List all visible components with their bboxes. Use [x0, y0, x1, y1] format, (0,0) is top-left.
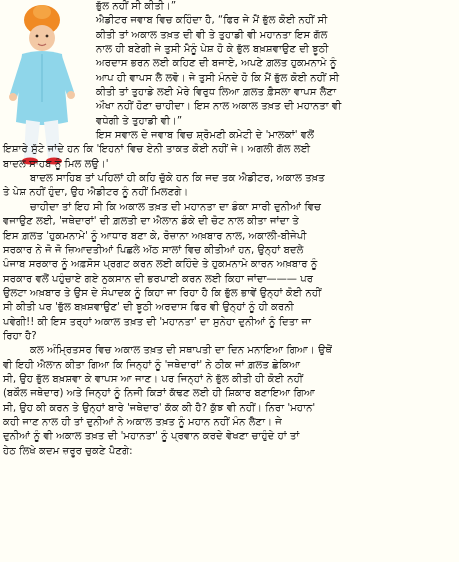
- article-line: ਤੇ ਪੇਸ਼ ਨਹੀਂ ਹੁੰਦਾ, ਉਹ ਐਡੀਟਰ ਨੂੰ ਨਹੀਂ ਮਿਲਣਗੇ।: [3, 187, 189, 199]
- article-line: ਬਾਦਲ ਸਾਹਬ ਨੂੰ ਮਿਲ ਲਉ।': [3, 158, 109, 170]
- article-line: ਵੀ ਇਹੀ ਐਲਾਨ ਕੀਤਾ ਗਿਆ ਕਿ ਜਿਨ੍ਹਾਂ ਨੂੰ 'ਜਥੇਦਾਰਾਂ' ਨੇ ਠੀਕ ਜਾਂ ਗ਼ਲਤ ਛੇਕਿਆ: [3, 359, 301, 371]
- article-line: ਵਜਾਉਣ ਲਈ, 'ਜਥੇਦਾਰਾਂ' ਦੀ ਗ਼ਲਤੀ ਦਾ ਐਲਾਨ ਡੰਕੇ ਦੀ ਚੋਟ ਨਾਲ ਕੀਤਾ ਜਾਂਦਾ ਤੇ: [3, 216, 299, 228]
- article-line: (ਬਕੌਲ ਜਥੇਦਾਰ) ਅਤੇ ਜਿਨ੍ਹਾਂ ਨੂੰ ਨਿਜੀ ਕਿੜਾਂ ਕੱਢਣ ਲਈ ਹੀ ਸ਼ਿਕਾਰ ਬਣਾਇਆ ਗਿਆ: [3, 388, 315, 400]
- article-line: ਆਪ ਹੀ ਵਾਪਸ ਲੈ ਲਵੋ। ਜੇ ਤੁਸੀ ਮੰਨਦੇ ਹੋ ਕਿ ਮੈਂ ਭੁੱਲ ਕੋਈ ਨਹੀਂ ਸੀ: [96, 72, 340, 84]
- article-line: ਵਧੇਗੀ ਤੇ ਤੁਹਾਡੀ ਵੀ।”: [96, 115, 183, 127]
- article-line: ਉਲਟਾ ਅਖ਼ਬਾਰ ਤੇ ਉਸ ਦੇ ਸੰਪਾਦਕ ਨੂੰ ਕਿਹਾ ਜਾ ਰਿਹਾ ਹੈ ਕਿ ਭੁੱਲ ਭਾਵੇਂ ਉਨ੍ਹਾਂ ਕੋਈ ਨਹੀਂ: [3, 287, 322, 299]
- article-line: ਇਸ ਗ਼ਲਤ 'ਹੁਕਮਨਾਮੇ' ਨੂੰ ਆਧਾਰ ਬਣਾ ਕੇ, ਰੋਜ਼ਾਨਾ ਅਖ਼ਬਾਰ ਨਾਲ, ਅਕਾਲੀ-ਬੀਜੇਪੀ: [3, 230, 307, 242]
- article-line: ਪਵੇਗੀ!! ਕੀ ਇਸ ਤਰ੍ਹਾਂ ਅਕਾਲ ਤਖ਼ਤ ਦੀ 'ਮਹਾਨਤਾ' ਦਾ ਸੁਨੇਹਾ ਦੁਨੀਆਂ ਨੂੰ ਦਿਤਾ ਜਾ: [3, 316, 312, 328]
- article-line: ਐਡੀਟਰ ਜਵਾਬ ਵਿਚ ਕਹਿੰਦਾ ਹੈ, “ਫਿਰ ਜੇ ਮੈਂ ਭੁੱਲ ਕੋਈ ਨਹੀਂ ਸੀ: [96, 15, 328, 27]
- article-line: ਕੀਤੀ ਤਾਂ ਤੁਹਾਡੇ ਲਈ ਮੇਰੇ ਵਿਰੁਧ ਲਿਆ ਗ਼ਲਤ ਫ਼ੈਸਲਾ ਵਾਪਸ ਲੈਣਾ: [96, 87, 337, 99]
- article-line: ਕੀਤੀ ਤਾਂ ਅਕਾਲ ਤਖ਼ਤ ਦੀ ਵੀ ਤੇ ਤੁਹਾਡੀ ਵੀ ਮਹਾਨਤਾ ਇਸ ਗੱਲ: [96, 29, 328, 41]
- article-line: ਔਖਾ ਨਹੀਂ ਹੋਣਾ ਚਾਹੀਦਾ। ਇਸ ਨਾਲ ਅਕਾਲ ਤਖ਼ਤ ਦੀ ਮਹਾਨਤਾ ਵੀ: [96, 101, 342, 113]
- article-line: ਕਹੀ ਜਾਣ ਨਾਲ ਹੀ ਤਾਂ ਦੁਨੀਆਂ ਨੇ ਅਕਾਲ ਤਖ਼ਤ ਨੂੰ ਮਹਾਨ ਨਹੀਂ ਮੰਨ ਲੈਣਾ। ਜੇ: [3, 416, 282, 428]
- article-line: ਇਸ ਸਵਾਲ ਦੇ ਜਵਾਬ ਵਿਚ ਸ਼੍ਰੋਮਣੀ ਕਮੇਟੀ ਦੇ 'ਮਾਲਕਾਂ' ਵਲੋਂ: [96, 130, 315, 142]
- article-line: ਇਸ਼ਾਰੇ ਸੁੱਟੇ ਜਾਂਦੇ ਹਨ ਕਿ 'ਇਹਨਾਂ ਵਿਚ ਏਨੀ ਤਾਕਤ ਕੋਈ ਨਹੀਂ ਜੇ। ਅਗਲੀ ਗੱਲ ਲਈ: [3, 144, 311, 156]
- article-line: ਭੁੱਲ ਨਹੀਂ ਸੀ ਕੀਤੀ।”: [96, 1, 177, 12]
- article-line: ਕਲ ਅੰਮ੍ਰਿਤਸਰ ਵਿਚ ਅਕਾਲ ਤਖ਼ਤ ਦੀ ਸਥਾਪਤੀ ਦਾ ਦਿਨ ਮਨਾਇਆ ਗਿਆ। ਉਥੋਂ: [30, 345, 332, 357]
- article-line: ਰਿਹਾ ਹੈ?: [3, 330, 37, 342]
- article-line: ਸੀ ਕੀਤੀ ਪਰ 'ਭੁੱਲ ਬਖ਼ਸ਼ਵਾਉਣ' ਦੀ ਝੂਠੀ ਅਰਦਾਸ ਫਿਰ ਵੀ ਉਨ੍ਹਾਂ ਨੂੰ ਹੀ ਕਰਨੀ: [3, 302, 294, 314]
- article-line: ਸੀ, ਉਹ ਭੁੱਲ ਬਖ਼ਸ਼ਵਾ ਕੇ ਵਾਪਸ ਆ ਜਾਣ। ਪਰ ਜਿਨ੍ਹਾਂ ਨੇ ਭੁੱਲ ਕੀਤੀ ਹੀ ਕੋਈ ਨਹੀਂ: [3, 373, 303, 385]
- article-line: ਪੰਜਾਬ ਸਰਕਾਰ ਨੂੰ ਅਫ਼ਸੋਸ ਪ੍ਰਗਟ ਕਰਨ ਲਈ ਕਹਿੰਦੇ ਤੇ ਹੁਕਮਨਾਮੇ ਕਾਰਨ ਅਖ਼ਬਾਰ ਨੂੰ: [3, 259, 318, 271]
- article-line: ਸੀ, ਉਹ ਕੀ ਕਰਨ ਤੇ ਉਨ੍ਹਾਂ ਬਾਰੇ 'ਜਥੇਦਾਰ' ਕੱਕ ਕੀ ਹੈ? ਕੁੱਝ ਵੀ ਨਹੀਂ। ਨਿਰਾ 'ਮਹਾਨ': [3, 402, 316, 414]
- article-line: ਚਾਹੀਦਾ ਤਾਂ ਇਹ ਸੀ ਕਿ ਅਕਾਲ ਤਖ਼ਤ ਦੀ ਮਹਾਨਤਾ ਦਾ ਡੰਕਾ ਸਾਰੀ ਦੁਨੀਆਂ ਵਿਚ: [30, 201, 321, 213]
- article-line: ਸਰਕਾਰ ਨੇ ਜੋ ਜੋ ਜ਼ਿਆਦਤੀਆਂ ਪਿਛਲੇ ਅੱਠ ਸਾਲਾਂ ਵਿਚ ਕੀਤੀਆਂ ਹਨ, ਉਨ੍ਹਾਂ ਬਦਲੇ: [3, 244, 304, 256]
- article-line: ਦੁਨੀਆਂ ਨੂੰ ਵੀ ਅਕਾਲ ਤਖ਼ਤ ਦੀ 'ਮਹਾਨਤਾ' ਨੂੰ ਪ੍ਰਵਾਨ ਕਰਦੇ ਵੇਖਣਾ ਚਾਹੁੰਦੇ ਹਾਂ ਤਾਂ: [3, 431, 300, 443]
- article-line: ਅਰਦਾਸ ਭਰਨ ਲਈ ਕਹਿਣ ਦੀ ਬਜਾਏ, ਅਪਣੇ ਗ਼ਲਤ ਹੁਕਮਨਾਮੇ ਨੂੰ: [96, 58, 337, 70]
- article-line: ਬਾਦਲ ਸਾਹਿਬ ਤਾਂ ਪਹਿਲਾਂ ਹੀ ਕਹਿ ਚੁੱਕੇ ਹਨ ਕਿ ਜਦ ਤਕ ਐਡੀਟਰ, ਅਕਾਲ ਤਖ਼ਤ: [30, 173, 325, 185]
- article-line: ਹੇਠ ਲਿਖੇ ਕਦਮ ਜ਼ਰੂਰ ਚੁਕਣੇ ਪੈਣਗੇ:: [3, 445, 133, 457]
- article-line: ਨਾਲ ਹੀ ਬਣੇਗੀ ਜੇ ਤੁਸੀ ਮੈਨੂੰ ਪੇਸ਼ ਹੋ ਕੇ ਭੁੱਲ ਬਖ਼ਸ਼ਵਾਉਣ ਦੀ ਝੂਠੀ: [96, 44, 329, 56]
- article-line: ਸਰਕਾਰ ਵਲੋਂ ਪਹੁੰਚਾਏ ਗਏ ਨੁਕਸਾਨ ਦੀ ਭਰਪਾਈ ਕਰਨ ਲਈ ਕਿਹਾ ਜਾਂਦਾ——— ਪਰ: [3, 273, 314, 285]
